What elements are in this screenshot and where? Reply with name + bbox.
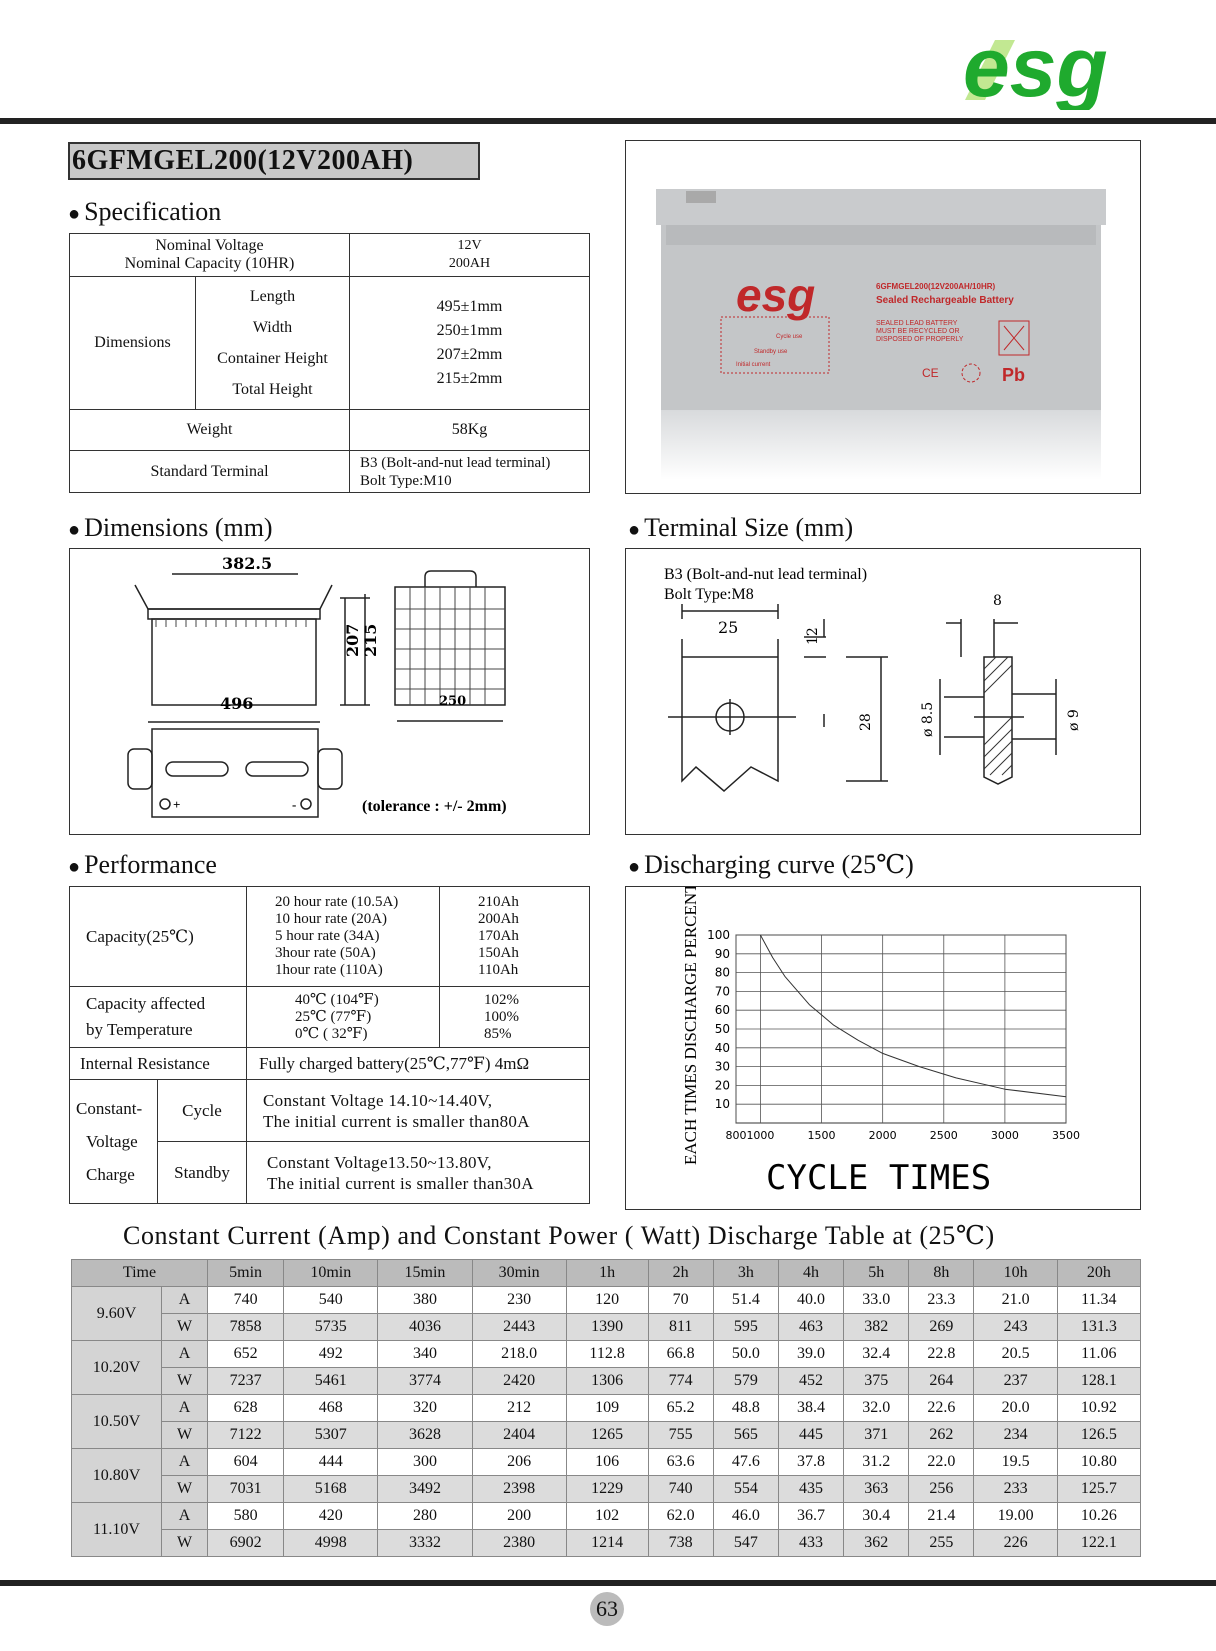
specification-heading: ● Specification (68, 197, 222, 226)
cv-label-line1: Constant- (76, 1099, 143, 1118)
photo-subtitle: Sealed Rechargeable Battery (876, 295, 1014, 306)
value-cell: 38.4 (778, 1395, 843, 1422)
capacity-3h: 150Ah (478, 945, 519, 961)
value-cell: 11.34 (1057, 1287, 1140, 1314)
value-cell: 206 (472, 1449, 566, 1476)
terminal-label: Standard Terminal (70, 451, 350, 493)
photo-logo: esg (736, 269, 816, 321)
ce-mark: CE (922, 366, 939, 380)
logo-text: esg (963, 20, 1108, 110)
value-cell: 444 (284, 1449, 378, 1476)
dim-total-height-label: Total Height (232, 381, 313, 398)
value-cell: 2380 (472, 1530, 566, 1557)
header-cell: 5h (844, 1260, 909, 1287)
value-cell: 738 (648, 1530, 713, 1557)
ir-value: Fully charged battery(25℃,77℉) 4mΩ (247, 1048, 590, 1080)
standby-value-line1: Constant Voltage13.50~13.80V, (267, 1152, 492, 1172)
terminal-thickness: 8 (993, 593, 1002, 609)
value-cell: 21.4 (909, 1503, 974, 1530)
value-cell: 547 (713, 1530, 778, 1557)
header-cell: 4h (778, 1260, 843, 1287)
unit-cell: W (162, 1422, 208, 1449)
value-cell: 30.4 (844, 1503, 909, 1530)
value-cell: 774 (648, 1368, 713, 1395)
temp-label-line2: by Temperature (86, 1020, 193, 1039)
y-tick-label: 10 (714, 1097, 730, 1112)
value-cell: 755 (648, 1422, 713, 1449)
terminal-value-line2: Bolt Type:M10 (360, 472, 452, 489)
top-rule (0, 118, 1216, 124)
dimensions-drawing (69, 548, 590, 835)
value-cell: 3774 (378, 1368, 472, 1395)
value-cell: 218.0 (472, 1341, 566, 1368)
value-cell: 6902 (208, 1530, 284, 1557)
value-cell: 10.80 (1057, 1449, 1140, 1476)
cv-label (70, 1080, 158, 1204)
value-cell: 1214 (566, 1530, 648, 1557)
terminal-d2: ø 9 (1066, 709, 1082, 731)
nominal-voltage-label: Nominal Voltage (155, 237, 264, 254)
value-cell: 264 (909, 1368, 974, 1395)
performance-heading: ● Performance (68, 850, 217, 879)
value-cell: 128.1 (1057, 1368, 1140, 1395)
table-row (72, 1476, 1141, 1503)
header-cell: 10min (284, 1260, 378, 1287)
x-tick-label: 800 (725, 1129, 747, 1142)
dim-width: 250 (439, 694, 467, 709)
dim-length: 496 (220, 694, 254, 713)
value-cell: 255 (909, 1530, 974, 1557)
value-cell: 39.0 (778, 1341, 843, 1368)
table-row (72, 1503, 1141, 1530)
dim-total-height-value: 215±2mm (436, 370, 503, 387)
cv-label-line3: Charge (86, 1165, 135, 1184)
value-cell: 62.0 (648, 1503, 713, 1530)
photo-standby-use: Standby use (754, 349, 788, 355)
value-cell: 3492 (378, 1476, 472, 1503)
nominal-voltage-value: 12V (457, 238, 482, 253)
capacity-20h: 210Ah (478, 894, 519, 910)
x-tick-label: 3000 (990, 1129, 1019, 1142)
value-cell: 565 (713, 1422, 778, 1449)
temp-label (70, 987, 247, 1048)
value-cell: 237 (974, 1368, 1057, 1395)
value-cell: 320 (378, 1395, 472, 1422)
value-cell: 20.5 (974, 1341, 1057, 1368)
y-tick-label: 40 (714, 1040, 730, 1055)
value-cell: 492 (284, 1341, 378, 1368)
value-cell: 233 (974, 1476, 1057, 1503)
header-cell: 20h (1057, 1260, 1140, 1287)
table-row (72, 1395, 1141, 1422)
value-cell: 50.0 (713, 1341, 778, 1368)
x-tick-label: 1500 (807, 1129, 836, 1142)
value-cell: 32.4 (844, 1341, 909, 1368)
value-cell: 468 (284, 1395, 378, 1422)
value-cell: 20.0 (974, 1395, 1057, 1422)
nominal-label (70, 234, 350, 277)
standby-label: Standby (158, 1142, 247, 1204)
value-cell: 5168 (284, 1476, 378, 1503)
header-cell: 15min (378, 1260, 472, 1287)
dim-height-215: 215 (361, 623, 380, 657)
value-cell: 21.0 (974, 1287, 1057, 1314)
y-tick-label: 100 (707, 928, 730, 942)
unit-cell: W (162, 1314, 208, 1341)
value-cell: 36.7 (778, 1503, 843, 1530)
rate-1h: 1hour rate (110A) (275, 962, 383, 978)
value-cell: 106 (566, 1449, 648, 1476)
terminal-value-line1: B3 (Bolt-and-nut lead terminal) (360, 454, 551, 471)
value-cell: 382 (844, 1314, 909, 1341)
y-tick-label: 60 (714, 1003, 730, 1018)
discharge-curve-chart (625, 886, 1141, 1210)
battery-photo-frame (625, 140, 1141, 494)
value-cell: 70 (648, 1287, 713, 1314)
unit-cell: A (162, 1503, 208, 1530)
weight-value: 58Kg (350, 410, 590, 451)
y-tick-label: 20 (714, 1078, 730, 1093)
value-cell: 340 (378, 1341, 472, 1368)
tolerance-note: (tolerance : +/- 2mm) (362, 798, 507, 815)
value-cell: 19.5 (974, 1449, 1057, 1476)
value-cell: 652 (208, 1341, 284, 1368)
value-cell: 269 (909, 1314, 974, 1341)
temp-values (440, 987, 590, 1048)
value-cell: 7122 (208, 1422, 284, 1449)
value-cell: 200 (472, 1503, 566, 1530)
value-cell: 120 (566, 1287, 648, 1314)
value-cell: 19.00 (974, 1503, 1057, 1530)
value-cell: 595 (713, 1314, 778, 1341)
y-tick-label: 80 (714, 965, 730, 980)
curve-svg (626, 887, 1138, 1207)
header-cell: 10h (974, 1260, 1057, 1287)
temp-value-40: 102% (484, 991, 519, 1008)
terminal-d1: ø 8.5 (920, 701, 936, 737)
plus-terminal: + (173, 797, 181, 812)
nominal-capacity-value: 200AH (448, 256, 491, 271)
value-cell: 10.92 (1057, 1395, 1140, 1422)
capacity-5h: 170Ah (478, 928, 519, 944)
dim-container-height-label: Container Height (217, 350, 328, 367)
value-cell: 126.5 (1057, 1422, 1140, 1449)
dimension-values (350, 277, 590, 410)
photo-model: 6GFMGEL200(12V200AH/10HR) (876, 282, 996, 291)
value-cell: 5307 (284, 1422, 378, 1449)
ir-label: Internal Resistance (70, 1048, 247, 1080)
temp-0: 0℃ ( 32℉) (295, 1025, 368, 1042)
temp-value-25: 100% (484, 1008, 519, 1025)
photo-warning-2: MUST BE RECYCLED OR (876, 328, 960, 335)
value-cell: 4998 (284, 1530, 378, 1557)
photo-cycle-use: Cycle use (776, 334, 803, 340)
value-cell: 580 (208, 1503, 284, 1530)
value-cell: 3332 (378, 1530, 472, 1557)
value-cell: 7237 (208, 1368, 284, 1395)
value-cell: 362 (844, 1530, 909, 1557)
capacity-1h: 110Ah (478, 962, 519, 978)
capacity-rates (247, 887, 440, 987)
value-cell: 31.2 (844, 1449, 909, 1476)
value-cell: 420 (284, 1503, 378, 1530)
capacity-values (440, 887, 590, 987)
header-cell: 30min (472, 1260, 566, 1287)
y-tick-label: 30 (714, 1059, 730, 1074)
value-cell: 102 (566, 1503, 648, 1530)
terminal-value (350, 451, 590, 493)
value-cell: 40.0 (778, 1287, 843, 1314)
value-cell: 125.7 (1057, 1476, 1140, 1503)
unit-cell: W (162, 1530, 208, 1557)
rate-5h: 5 hour rate (34A) (275, 928, 380, 944)
value-cell: 5735 (284, 1314, 378, 1341)
unit-cell: W (162, 1476, 208, 1503)
unit-cell: A (162, 1341, 208, 1368)
value-cell: 628 (208, 1395, 284, 1422)
discharge-curve-line (760, 935, 1066, 1097)
rate-3h: 3hour rate (50A) (275, 945, 376, 961)
value-cell: 280 (378, 1503, 472, 1530)
terminal-h2: 28 (858, 713, 874, 731)
value-cell: 22.6 (909, 1395, 974, 1422)
value-cell: 375 (844, 1368, 909, 1395)
value-cell: 131.3 (1057, 1314, 1140, 1341)
capacity-10h: 200Ah (478, 911, 519, 927)
value-cell: 740 (648, 1476, 713, 1503)
header-cell: 1h (566, 1260, 648, 1287)
value-cell: 380 (378, 1287, 472, 1314)
standby-value (247, 1142, 590, 1204)
performance-heading-text: Performance (84, 850, 217, 879)
value-cell: 2404 (472, 1422, 566, 1449)
y-tick-label: 50 (714, 1022, 730, 1036)
dim-width-label: Width (252, 319, 293, 336)
bottom-rule (0, 1580, 1216, 1586)
value-cell: 7858 (208, 1314, 284, 1341)
value-cell: 48.8 (713, 1395, 778, 1422)
dim-height-207: 207 (343, 623, 362, 657)
value-cell: 230 (472, 1287, 566, 1314)
cycle-label: Cycle (158, 1080, 247, 1142)
unit-cell: A (162, 1287, 208, 1314)
dim-length-label: Length (249, 288, 296, 305)
rate-10h: 10 hour rate (20A) (275, 911, 388, 927)
value-cell: 262 (909, 1422, 974, 1449)
dim-container-height-value: 207±2mm (436, 346, 503, 363)
value-cell: 33.0 (844, 1287, 909, 1314)
value-cell: 554 (713, 1476, 778, 1503)
value-cell: 234 (974, 1422, 1057, 1449)
value-cell: 32.0 (844, 1395, 909, 1422)
value-cell: 452 (778, 1368, 843, 1395)
dim-width-value: 250±1mm (436, 322, 503, 339)
value-cell: 371 (844, 1422, 909, 1449)
dimensions-heading-text: Dimensions (mm) (84, 513, 273, 542)
weight-label: Weight (70, 410, 350, 451)
unit-cell: A (162, 1449, 208, 1476)
cv-label-line2: Voltage (86, 1132, 138, 1151)
temp-25: 25℃ (77℉) (295, 1008, 372, 1025)
standby-value-line2: The initial current is smaller than30A (267, 1173, 534, 1193)
value-cell: 2398 (472, 1476, 566, 1503)
table-row (72, 1530, 1141, 1557)
brand-logo (955, 20, 1155, 110)
y-tick-label: 90 (714, 946, 730, 961)
header-cell: 2h (648, 1260, 713, 1287)
value-cell: 243 (974, 1314, 1057, 1341)
performance-table (69, 886, 590, 1204)
value-cell: 212 (472, 1395, 566, 1422)
value-cell: 11.06 (1057, 1341, 1140, 1368)
value-cell: 122.1 (1057, 1530, 1140, 1557)
value-cell: 579 (713, 1368, 778, 1395)
capacity-label: Capacity(25℃) (70, 887, 247, 987)
unit-cell: A (162, 1395, 208, 1422)
spec-table (69, 233, 590, 493)
dimensions-label: Dimensions (70, 277, 196, 410)
value-cell: 22.8 (909, 1341, 974, 1368)
value-cell: 23.3 (909, 1287, 974, 1314)
table-row (72, 1422, 1141, 1449)
value-cell: 226 (974, 1530, 1057, 1557)
dim-top-width: 382.5 (222, 554, 273, 573)
battery-photo (626, 141, 1138, 491)
curve-xlabel: CYCLE TIMES (766, 1158, 992, 1198)
value-cell: 256 (909, 1476, 974, 1503)
value-cell: 1306 (566, 1368, 648, 1395)
value-cell: 4036 (378, 1314, 472, 1341)
terminal-drawing (625, 548, 1141, 835)
value-cell: 1390 (566, 1314, 648, 1341)
table-row (72, 1314, 1141, 1341)
pb-mark: Pb (1002, 365, 1026, 385)
voltage-cell: 10.50V (72, 1395, 162, 1449)
cycle-value-line2: The initial current is smaller than80A (263, 1111, 530, 1131)
terminal-width: 25 (718, 618, 739, 637)
table-row (72, 1341, 1141, 1368)
discharge-table-title: Constant Current (Amp) and Constant Power ( Watt) Discharge Table at (25℃) (123, 1221, 995, 1250)
table-row (72, 1287, 1141, 1314)
voltage-cell: 9.60V (72, 1287, 162, 1341)
terminal-heading: ● Terminal Size (mm) (628, 513, 854, 542)
photo-warning-3: DISPOSED OF PROPERLY (876, 336, 964, 343)
page-title: 6GFMGEL200(12V200AH) (68, 142, 480, 180)
minus-terminal: - (292, 797, 297, 812)
curve-heading-text: Discharging curve (25℃) (644, 850, 914, 879)
value-cell: 1229 (566, 1476, 648, 1503)
value-cell: 46.0 (713, 1503, 778, 1530)
page-number: 63 (590, 1592, 624, 1626)
table-row (72, 1368, 1141, 1395)
cycle-value (247, 1080, 590, 1142)
value-cell: 740 (208, 1287, 284, 1314)
y-tick-label: 70 (714, 984, 730, 999)
header-cell: Time (72, 1260, 208, 1287)
dimension-items (196, 277, 350, 410)
x-tick-label: 2000 (868, 1129, 897, 1142)
value-cell: 363 (844, 1476, 909, 1503)
value-cell: 1265 (566, 1422, 648, 1449)
dimensions-heading: ● Dimensions (mm) (68, 513, 273, 542)
value-cell: 2443 (472, 1314, 566, 1341)
value-cell: 112.8 (566, 1341, 648, 1368)
value-cell: 63.6 (648, 1449, 713, 1476)
value-cell: 51.4 (713, 1287, 778, 1314)
nominal-values (350, 234, 590, 277)
header-cell: 8h (909, 1260, 974, 1287)
value-cell: 540 (284, 1287, 378, 1314)
value-cell: 433 (778, 1530, 843, 1557)
terminal-type-line2: Bolt Type:M8 (664, 586, 754, 603)
value-cell: 66.8 (648, 1341, 713, 1368)
value-cell: 7031 (208, 1476, 284, 1503)
header-cell: 3h (713, 1260, 778, 1287)
specification-heading-text: Specification (84, 197, 222, 226)
nominal-capacity-label: Nominal Capacity (10HR) (124, 255, 295, 272)
header-cell: 5min (208, 1260, 284, 1287)
temp-value-0: 85% (484, 1025, 512, 1042)
value-cell: 435 (778, 1476, 843, 1503)
curve-ylabel: EACH TIMES DISCHARGE PERCENT(%) (681, 887, 700, 1165)
temp-list (247, 987, 440, 1048)
value-cell: 463 (778, 1314, 843, 1341)
value-cell: 37.8 (778, 1449, 843, 1476)
voltage-cell: 10.80V (72, 1449, 162, 1503)
voltage-cell: 10.20V (72, 1341, 162, 1395)
temp-40: 40℃ (104℉) (295, 991, 379, 1008)
value-cell: 22.0 (909, 1449, 974, 1476)
value-cell: 10.26 (1057, 1503, 1140, 1530)
photo-warning-1: SEALED LEAD BATTERY (876, 320, 958, 327)
value-cell: 65.2 (648, 1395, 713, 1422)
value-cell: 109 (566, 1395, 648, 1422)
photo-initial-current: Initial current (736, 362, 771, 368)
value-cell: 300 (378, 1449, 472, 1476)
value-cell: 811 (648, 1314, 713, 1341)
rate-20h: 20 hour rate (10.5A) (275, 894, 399, 910)
value-cell: 2420 (472, 1368, 566, 1395)
terminal-h1: 12 (805, 627, 821, 645)
discharge-table (71, 1259, 1141, 1557)
voltage-cell: 11.10V (72, 1503, 162, 1557)
value-cell: 445 (778, 1422, 843, 1449)
unit-cell: W (162, 1368, 208, 1395)
value-cell: 604 (208, 1449, 284, 1476)
value-cell: 47.6 (713, 1449, 778, 1476)
table-row (72, 1449, 1141, 1476)
terminal-heading-text: Terminal Size (mm) (644, 513, 854, 542)
cycle-value-line1: Constant Voltage 14.10~14.40V, (263, 1090, 493, 1110)
x-tick-label: 1000 (746, 1129, 775, 1142)
temp-label-line1: Capacity affected (86, 994, 206, 1013)
dim-length-value: 495±1mm (436, 298, 503, 315)
value-cell: 5461 (284, 1368, 378, 1395)
x-tick-label: 2500 (929, 1129, 958, 1142)
terminal-type-line1: B3 (Bolt-and-nut lead terminal) (664, 566, 868, 583)
x-tick-label: 3500 (1052, 1129, 1080, 1142)
value-cell: 3628 (378, 1422, 472, 1449)
curve-heading: ● Discharging curve (25℃) (628, 850, 914, 879)
